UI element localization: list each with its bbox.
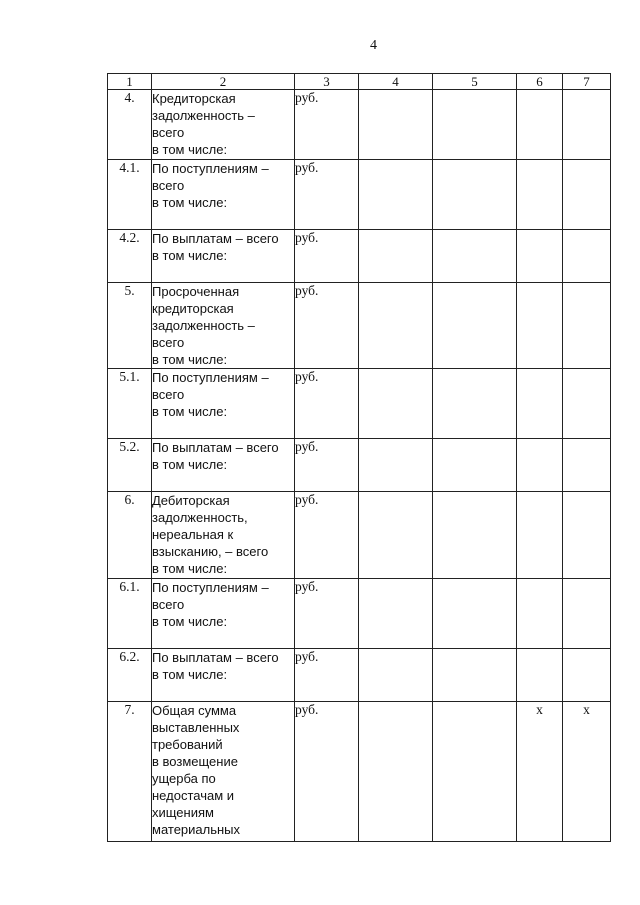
- indicator-name-line: хищениям: [152, 805, 214, 820]
- value-cell-4: [359, 649, 433, 702]
- value-cell-4: [359, 160, 433, 230]
- value-cell-6: [517, 492, 563, 579]
- indicator-name-line: Кредиторская: [152, 91, 236, 106]
- table-row: [108, 369, 611, 439]
- table-header-row: [108, 74, 611, 90]
- value-cell-7: [563, 283, 611, 369]
- unit-cell: руб.: [295, 579, 359, 649]
- unit-cell: руб.: [295, 160, 359, 230]
- value-cell-5: [433, 160, 517, 230]
- indicator-name-line: По выплатам – всего: [152, 650, 279, 665]
- unit-cell: руб.: [295, 283, 359, 369]
- indicator-name-line: задолженность –: [152, 108, 255, 123]
- indicator-name-line: в том числе:: [152, 667, 228, 682]
- column-header-7: 7: [563, 74, 611, 90]
- indicator-name-line: в том числе:: [152, 614, 228, 629]
- indicator-name-line: всего: [152, 178, 185, 193]
- unit-cell: руб.: [295, 230, 359, 283]
- indicator-name-cell: [152, 283, 295, 369]
- value-cell-7: x: [563, 702, 611, 842]
- unit-cell: руб.: [295, 702, 359, 842]
- value-cell-5: [433, 439, 517, 492]
- indicator-name-line: в том числе:: [152, 457, 228, 472]
- indicator-name-cell: [152, 492, 295, 579]
- indicator-name-line: в том числе:: [152, 248, 228, 263]
- indicator-name-line: в том числе:: [152, 352, 228, 367]
- value-cell-7: [563, 90, 611, 160]
- indicator-name-cell: [152, 702, 295, 842]
- indicator-name-cell: [152, 579, 295, 649]
- value-cell-7: [563, 579, 611, 649]
- value-cell-6: [517, 230, 563, 283]
- indicator-name-line: всего: [152, 125, 185, 140]
- value-cell-5: [433, 492, 517, 579]
- unit-cell: руб.: [295, 439, 359, 492]
- column-header-6: 6: [517, 74, 563, 90]
- indicator-name-cell: [152, 230, 295, 283]
- value-cell-4: [359, 439, 433, 492]
- value-cell-6: [517, 369, 563, 439]
- table-row: [108, 160, 611, 230]
- row-number-cell: 6.: [108, 492, 152, 579]
- report-table: [107, 73, 611, 842]
- value-cell-6: [517, 160, 563, 230]
- value-cell-6: [517, 283, 563, 369]
- indicator-name-line: требований: [152, 737, 223, 752]
- value-cell-5: [433, 90, 517, 160]
- value-cell-6: [517, 439, 563, 492]
- indicator-name-line: Просроченная: [152, 284, 240, 299]
- indicator-name-line: По поступлениям –: [152, 370, 269, 385]
- indicator-name-line: По выплатам – всего: [152, 231, 279, 246]
- table-row: [108, 649, 611, 702]
- indicator-name-line: выставленных: [152, 720, 240, 735]
- table-row: [108, 90, 611, 160]
- indicator-name-line: Общая сумма: [152, 703, 237, 718]
- value-cell-5: [433, 283, 517, 369]
- value-cell-7: [563, 230, 611, 283]
- indicator-name-line: всего: [152, 335, 185, 350]
- value-cell-4: [359, 702, 433, 842]
- value-cell-5: [433, 579, 517, 649]
- value-cell-4: [359, 579, 433, 649]
- row-number-cell: 4.2.: [108, 230, 152, 283]
- value-cell-5: [433, 702, 517, 842]
- indicator-name-line: По поступлениям –: [152, 161, 269, 176]
- indicator-name-cell: [152, 439, 295, 492]
- value-cell-6: [517, 579, 563, 649]
- table-row: [108, 492, 611, 579]
- value-cell-4: [359, 283, 433, 369]
- row-number-cell: 6.1.: [108, 579, 152, 649]
- column-header-3: 3: [295, 74, 359, 90]
- row-number-cell: 5.: [108, 283, 152, 369]
- indicator-name-line: Дебиторская: [152, 493, 230, 508]
- unit-cell: руб.: [295, 492, 359, 579]
- indicator-name-line: в том числе:: [152, 404, 228, 419]
- indicator-name-line: По выплатам – всего: [152, 440, 279, 455]
- indicator-name-cell: [152, 369, 295, 439]
- row-number-cell: 7.: [108, 702, 152, 842]
- table-row: [108, 230, 611, 283]
- value-cell-4: [359, 230, 433, 283]
- value-cell-4: [359, 492, 433, 579]
- unit-cell: руб.: [295, 369, 359, 439]
- row-number-cell: 4.: [108, 90, 152, 160]
- row-number-cell: 5.1.: [108, 369, 152, 439]
- value-cell-5: [433, 649, 517, 702]
- table-row: [108, 283, 611, 369]
- indicator-name-cell: [152, 649, 295, 702]
- indicator-name-line: всего: [152, 387, 185, 402]
- value-cell-4: [359, 90, 433, 160]
- value-cell-7: [563, 439, 611, 492]
- indicator-name-line: в том числе:: [152, 195, 228, 210]
- indicator-name-line: недостачам и: [152, 788, 235, 803]
- value-cell-7: [563, 160, 611, 230]
- row-number-cell: 6.2.: [108, 649, 152, 702]
- table-row: [108, 702, 611, 842]
- indicator-name-line: задолженность –: [152, 318, 255, 333]
- page-number: 4: [370, 38, 377, 53]
- row-number-cell: 4.1.: [108, 160, 152, 230]
- value-cell-5: [433, 230, 517, 283]
- value-cell-7: [563, 649, 611, 702]
- value-cell-7: [563, 369, 611, 439]
- value-cell-6: [517, 649, 563, 702]
- value-cell-5: [433, 369, 517, 439]
- value-cell-6: [517, 90, 563, 160]
- indicator-name-line: материальных: [152, 822, 241, 837]
- indicator-name-line: в том числе:: [152, 142, 228, 157]
- indicator-name-line: нереальная к: [152, 527, 234, 542]
- indicator-name-line: взысканию, – всего: [152, 544, 269, 559]
- table-row: [108, 579, 611, 649]
- column-header-1: 1: [108, 74, 152, 90]
- indicator-name-line: ущерба по: [152, 771, 216, 786]
- indicator-name-cell: [152, 90, 295, 160]
- indicator-name-line: задолженность,: [152, 510, 248, 525]
- indicator-name-line: кредиторская: [152, 301, 234, 316]
- column-header-4: 4: [359, 74, 433, 90]
- unit-cell: руб.: [295, 90, 359, 160]
- indicator-name-line: в том числе:: [152, 561, 228, 576]
- indicator-name-line: По поступлениям –: [152, 580, 269, 595]
- unit-cell: руб.: [295, 649, 359, 702]
- value-cell-6: x: [517, 702, 563, 842]
- row-number-cell: 5.2.: [108, 439, 152, 492]
- value-cell-4: [359, 369, 433, 439]
- indicator-name-line: в возмещение: [152, 754, 238, 769]
- report-table-body: [108, 90, 611, 842]
- indicator-name-line: всего: [152, 597, 185, 612]
- table-row: [108, 439, 611, 492]
- column-header-5: 5: [433, 74, 517, 90]
- column-header-2: 2: [152, 74, 295, 90]
- indicator-name-cell: [152, 160, 295, 230]
- value-cell-7: [563, 492, 611, 579]
